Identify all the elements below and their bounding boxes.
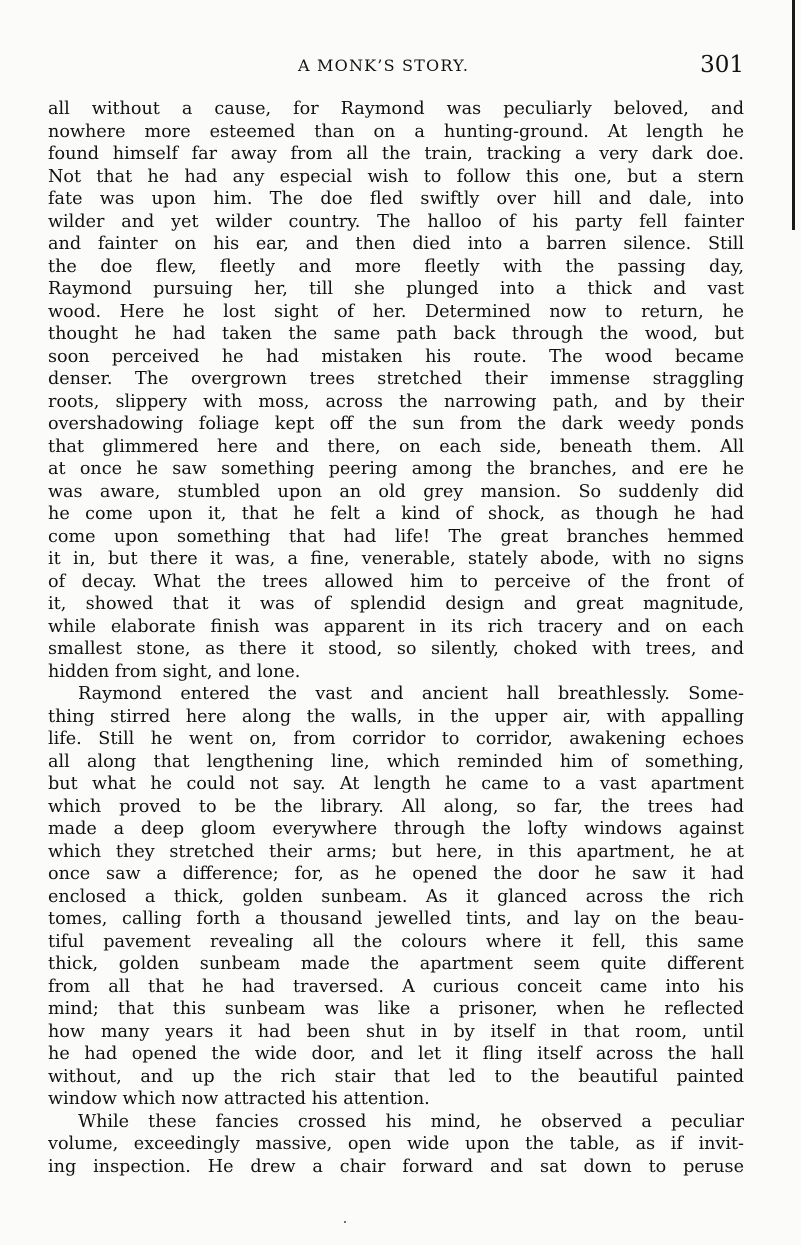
text-line: from all that he had traversed. A curious conceit came into his bbox=[48, 976, 744, 997]
text-line: it in, but there it was, a fine, venerable, stately abode, with no signs bbox=[48, 549, 744, 569]
text-line: enclosed a thick, golden sunbeam. As it glanced across the rich bbox=[48, 886, 744, 907]
text-line: all along that lengthening line, which reminded him of something, bbox=[48, 751, 744, 772]
text-line: While these fancies crossed his mind, he observed a peculiar bbox=[78, 1111, 744, 1132]
text-line: without, and up the rich stair that led to the beautiful painted bbox=[48, 1066, 744, 1087]
text-line: was aware, stumbled upon an old grey mansion. So suddenly did bbox=[48, 481, 744, 502]
text-line: tomes, calling forth a thousand jewelled tints, and lay on the beau- bbox=[48, 909, 744, 929]
print-speck bbox=[344, 1221, 346, 1223]
text-line: and fainter on his ear, and then died into a barren silence. Still bbox=[48, 234, 744, 254]
text-line: Raymond pursuing her, till she plunged into a thick and vast bbox=[48, 279, 744, 299]
text-line: he come upon it, that he felt a kind of shock, as though he had bbox=[48, 504, 744, 524]
text-line: found himself far away from all the train, tracking a very dark doe. bbox=[48, 144, 744, 164]
text-line: Raymond entered the vast and ancient hall breathlessly. Some- bbox=[78, 684, 744, 704]
text-line: ing inspection. He drew a chair forward and sat down to peruse bbox=[48, 1156, 744, 1177]
page-number: 301 bbox=[700, 52, 744, 78]
text-line: which proved to be the library. All along, so far, the trees had bbox=[48, 796, 744, 817]
text-line: but what he could not say. At length he came to a vast apartment bbox=[48, 774, 744, 794]
page-edge-rule bbox=[792, 0, 795, 230]
text-line: all without a cause, for Raymond was peculiarly beloved, and bbox=[48, 99, 744, 119]
text-line: thought he had taken the same path back through the wood, but bbox=[48, 324, 744, 344]
text-line: smallest stone, as there it stood, so silently, choked with trees, and bbox=[48, 639, 744, 659]
text-line: at once he saw something peering among the branches, and ere he bbox=[48, 459, 744, 479]
text-line: thick, golden sunbeam made the apartment seem quite different bbox=[48, 954, 744, 974]
text-line: made a deep gloom everywhere through the lofty windows against bbox=[48, 819, 744, 839]
text-line: wood. Here he lost sight of her. Determined now to return, he bbox=[48, 301, 744, 322]
text-line: soon perceived he had mistaken his route. The wood became bbox=[48, 346, 744, 367]
text-line: hidden from sight, and lone. bbox=[48, 661, 301, 682]
text-line: mind; that this sunbeam was like a prisoner, when he reflected bbox=[48, 999, 744, 1019]
running-title: A MONK’S STORY. bbox=[298, 56, 470, 75]
text-line: Not that he had any especial wish to follow this one, but a stern bbox=[48, 166, 744, 187]
text-line: life. Still he went on, from corridor to corridor, awakening echoes bbox=[48, 729, 744, 749]
text-line: while elaborate finish was apparent in its rich tracery and on each bbox=[48, 616, 744, 637]
text-line: he had opened the wide door, and let it fling itself across the hall bbox=[48, 1044, 744, 1064]
body-text bbox=[48, 98, 744, 1178]
text-line: thing stirred here along the walls, in the upper air, with appalling bbox=[48, 706, 744, 727]
text-line: the doe flew, fleetly and more fleetly with the passing day, bbox=[48, 256, 744, 277]
text-line: that glimmered here and there, on each side, beneath them. All bbox=[48, 436, 744, 457]
text-line: fate was upon him. The doe fled swiftly over hill and dale, into bbox=[48, 189, 744, 209]
text-line: window which now attracted his attention. bbox=[48, 1089, 430, 1109]
text-line: wilder and yet wilder country. The halloo of his party fell fainter bbox=[48, 211, 744, 232]
text-line: how many years it had been shut in by itself in that room, until bbox=[48, 1021, 744, 1042]
text-line: once saw a difference; for, as he opened the door he saw it had bbox=[48, 864, 744, 884]
text-line: volume, exceedingly massive, open wide upon the table, as if invit- bbox=[48, 1134, 744, 1154]
text-line: tiful pavement revealing all the colours where it fell, this same bbox=[48, 931, 744, 952]
text-line: of decay. What the trees allowed him to perceive of the front of bbox=[48, 571, 744, 592]
text-line: nowhere more esteemed than on a hunting-ground. At length he bbox=[48, 121, 744, 142]
text-line: denser. The overgrown trees stretched their immense straggling bbox=[48, 369, 744, 389]
text-line: come upon something that had life! The great branches hemmed bbox=[48, 526, 744, 547]
running-head bbox=[48, 52, 744, 86]
text-line: which they stretched their arms; but here, in this apartment, he at bbox=[48, 841, 744, 862]
text-line: it, showed that it was of splendid design and great magnitude, bbox=[48, 594, 744, 614]
text-line: roots, slippery with moss, across the narrowing path, and by their bbox=[48, 391, 744, 412]
text-line: overshadowing foliage kept off the sun from the dark weedy ponds bbox=[48, 414, 744, 434]
